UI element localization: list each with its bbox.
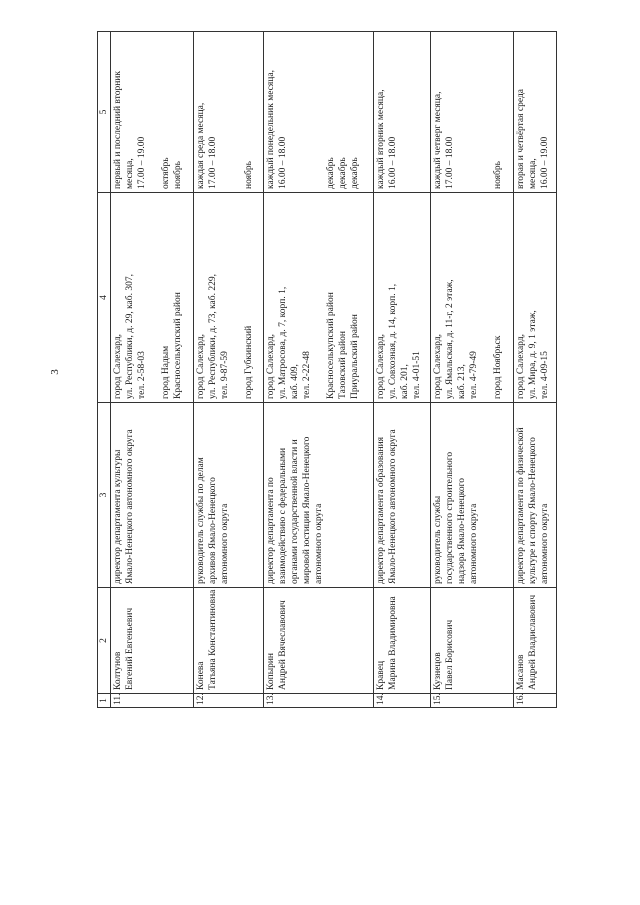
place-line bbox=[148, 196, 160, 399]
position-line: взаимодействию с федеральными bbox=[278, 447, 289, 584]
position-line: директор департамента образования bbox=[375, 436, 386, 584]
column-header: 2 bbox=[98, 588, 111, 694]
position-line: автономного округа bbox=[468, 503, 479, 584]
schedule-cell bbox=[111, 32, 194, 193]
reception-schedule-table bbox=[97, 31, 557, 708]
schedule-line: каждый понедельник месяца, bbox=[266, 70, 277, 189]
place-line: ул. Матросова, д. 7, корп. 1, bbox=[278, 286, 289, 399]
name-cell bbox=[194, 588, 264, 694]
place-cell bbox=[430, 193, 513, 403]
place-line: город Салехард, bbox=[113, 334, 123, 399]
schedule-line: каждый вторник месяца, bbox=[375, 89, 386, 189]
place-line: тел. 4-79-49 bbox=[468, 351, 479, 399]
place-line: город Салехард, bbox=[196, 334, 207, 399]
row-number: 14. bbox=[373, 694, 430, 708]
name-line: Копырин bbox=[266, 653, 277, 690]
name-line: Андрей Владиславович bbox=[527, 594, 538, 690]
name-line: Марина Владимировна bbox=[387, 596, 398, 690]
position-line: автономного округа bbox=[539, 503, 550, 584]
place-line: город Ноябрьск bbox=[492, 335, 503, 399]
place-line: Тазовский район bbox=[338, 331, 349, 399]
schedule-line bbox=[480, 35, 492, 189]
place-line: тел. 2-22-48 bbox=[302, 351, 313, 399]
place-line: тел. 4-01-51 bbox=[411, 351, 422, 399]
position-line: архивов Ямало-Ненецкого bbox=[208, 477, 219, 584]
row-number: 11. bbox=[111, 694, 194, 708]
schedule-line: 16.00 – 18.00 bbox=[278, 136, 289, 189]
place-cell bbox=[111, 193, 194, 403]
schedule-line: октябрь bbox=[161, 157, 171, 189]
name-line: Павел Борисович bbox=[444, 619, 455, 690]
schedule-line: ноябрь bbox=[173, 161, 183, 189]
place-line: город Салехард, bbox=[515, 334, 526, 399]
position-cell bbox=[513, 403, 556, 588]
header-row bbox=[98, 32, 111, 708]
schedule-line: 17.00 – 18.00 bbox=[444, 136, 455, 189]
place-line: тел. 9-87-59 bbox=[220, 351, 231, 399]
column-header: 4 bbox=[98, 193, 111, 403]
place-line: Приуральский район bbox=[350, 314, 361, 399]
place-line: каб. 409, bbox=[290, 364, 301, 399]
place-cell bbox=[513, 193, 556, 403]
place-line: ул. Ямальская, д. 11-г, 2 этаж, bbox=[444, 279, 455, 399]
schedule-line: вторая и четвёртая среда bbox=[515, 88, 526, 189]
schedule-line: 16.00 – 18.00 bbox=[387, 136, 398, 189]
schedule-cell bbox=[373, 32, 430, 193]
place-line: тел. 4-09-15 bbox=[539, 351, 550, 399]
table-row bbox=[430, 32, 513, 708]
place-line bbox=[231, 196, 243, 399]
place-line: каб. 213, bbox=[456, 364, 467, 399]
schedule-line bbox=[456, 35, 468, 189]
position-line: автономного округа bbox=[314, 503, 325, 584]
place-line: город Губкинский bbox=[244, 325, 255, 399]
table-row bbox=[513, 32, 556, 708]
place-line: ул. Мира, д. 9, 1 этаж, bbox=[527, 310, 538, 399]
table-row bbox=[264, 32, 374, 708]
place-cell bbox=[373, 193, 430, 403]
place-line bbox=[480, 196, 492, 399]
name-cell bbox=[264, 588, 374, 694]
position-line: органами государственной власти и bbox=[290, 439, 301, 584]
schedule-line bbox=[313, 35, 325, 189]
schedule-cell bbox=[264, 32, 374, 193]
table-row bbox=[111, 32, 194, 708]
position-cell bbox=[264, 403, 374, 588]
schedule-line: 16.00 – 19.00 bbox=[539, 136, 550, 189]
schedule-line: первый и последний вторник bbox=[113, 71, 123, 189]
place-line: ул. Совхозная, д. 14, корп. 1, bbox=[387, 283, 398, 399]
place-cell bbox=[264, 193, 374, 403]
table-row bbox=[194, 32, 264, 708]
row-number: 13. bbox=[264, 694, 374, 708]
schedule-line: каждая среда месяца, bbox=[196, 102, 207, 189]
schedule-cell bbox=[513, 32, 556, 193]
position-line: руководитель службы по делам bbox=[196, 457, 207, 584]
schedule-line bbox=[301, 35, 313, 189]
schedule-line: декабрь bbox=[350, 157, 361, 189]
row-number: 12. bbox=[194, 694, 264, 708]
name-cell bbox=[373, 588, 430, 694]
position-cell bbox=[430, 403, 513, 588]
place-line: Красноселькупский район bbox=[326, 292, 337, 399]
name-line: Конева bbox=[196, 661, 207, 690]
position-line: государственного строительного bbox=[444, 451, 455, 584]
position-line: Ямало-Ненецкого автономного округа bbox=[387, 429, 398, 584]
place-line: город Салехард, bbox=[266, 334, 277, 399]
name-cell bbox=[430, 588, 513, 694]
schedule-line: 17.00 – 18.00 bbox=[208, 136, 219, 189]
schedule-line bbox=[468, 35, 480, 189]
place-line: город Салехард, bbox=[375, 334, 386, 399]
place-line: тел. 2-58-03 bbox=[137, 351, 147, 399]
name-cell bbox=[111, 588, 194, 694]
schedule-line bbox=[231, 35, 243, 189]
name-line: Андрей Вячеславович bbox=[278, 600, 289, 690]
schedule-cell bbox=[194, 32, 264, 193]
position-cell bbox=[111, 403, 194, 588]
schedule-line: ноябрь bbox=[244, 161, 255, 189]
table-body bbox=[111, 32, 557, 708]
name-line: Масанов bbox=[515, 654, 526, 690]
name-line: Колтунов bbox=[113, 651, 123, 690]
schedule-line: месяца, bbox=[125, 158, 135, 189]
schedule-line: 17.00 – 19.00 bbox=[137, 136, 147, 189]
column-header: 1 bbox=[98, 694, 111, 708]
schedule-line bbox=[219, 35, 231, 189]
position-line: директор департамента культуры bbox=[113, 449, 123, 584]
position-cell bbox=[373, 403, 430, 588]
schedule-line bbox=[148, 35, 160, 189]
position-line: Ямало-Ненецкого автономного округа bbox=[125, 429, 135, 584]
schedule-line: декабрь bbox=[338, 157, 349, 189]
name-line: Татьяна Константиновна bbox=[208, 589, 219, 690]
position-cell bbox=[194, 403, 264, 588]
name-line: Кузнецов bbox=[432, 652, 443, 690]
position-line: директор департамента по физической bbox=[515, 427, 526, 584]
schedule-cell bbox=[430, 32, 513, 193]
place-line: Красноселькупский район bbox=[173, 292, 183, 399]
position-line: руководитель службы bbox=[432, 495, 443, 584]
row-number: 15. bbox=[430, 694, 513, 708]
position-line: мировой юстиции Ямало-Ненецкого bbox=[302, 436, 313, 584]
schedule-line: месяца, bbox=[527, 158, 538, 189]
place-line: город Салехард, bbox=[432, 334, 443, 399]
place-cell bbox=[194, 193, 264, 403]
schedule-line: декабрь bbox=[326, 157, 337, 189]
table-row bbox=[373, 32, 430, 708]
column-header: 3 bbox=[98, 403, 111, 588]
schedule-line bbox=[289, 35, 301, 189]
place-line: ул. Республики, д. 73, каб. 229, bbox=[208, 274, 219, 399]
name-line: Евгений Евгеньевич bbox=[125, 607, 135, 690]
position-line: надзора Ямало-Ненецкого bbox=[456, 477, 467, 584]
place-line: каб. 201, bbox=[399, 364, 410, 399]
place-line: ул. Республики, д. 29, каб. 307, bbox=[125, 274, 135, 399]
position-line: культуре и спорту Ямало-Ненецкого bbox=[527, 437, 538, 584]
position-line: директор департамента по bbox=[266, 477, 277, 584]
schedule-line: ноябрь bbox=[492, 161, 503, 189]
place-line: город Надым bbox=[161, 345, 171, 399]
rotated-table-container bbox=[97, 32, 557, 708]
place-line bbox=[313, 196, 325, 399]
name-line: Кравец bbox=[375, 660, 386, 690]
schedule-line: каждый четверг месяца, bbox=[432, 91, 443, 189]
page-number: 3 bbox=[49, 369, 61, 375]
position-line: автономного округа bbox=[220, 503, 231, 584]
column-header: 5 bbox=[98, 32, 111, 193]
row-number: 16. bbox=[513, 694, 556, 708]
name-cell bbox=[513, 588, 556, 694]
